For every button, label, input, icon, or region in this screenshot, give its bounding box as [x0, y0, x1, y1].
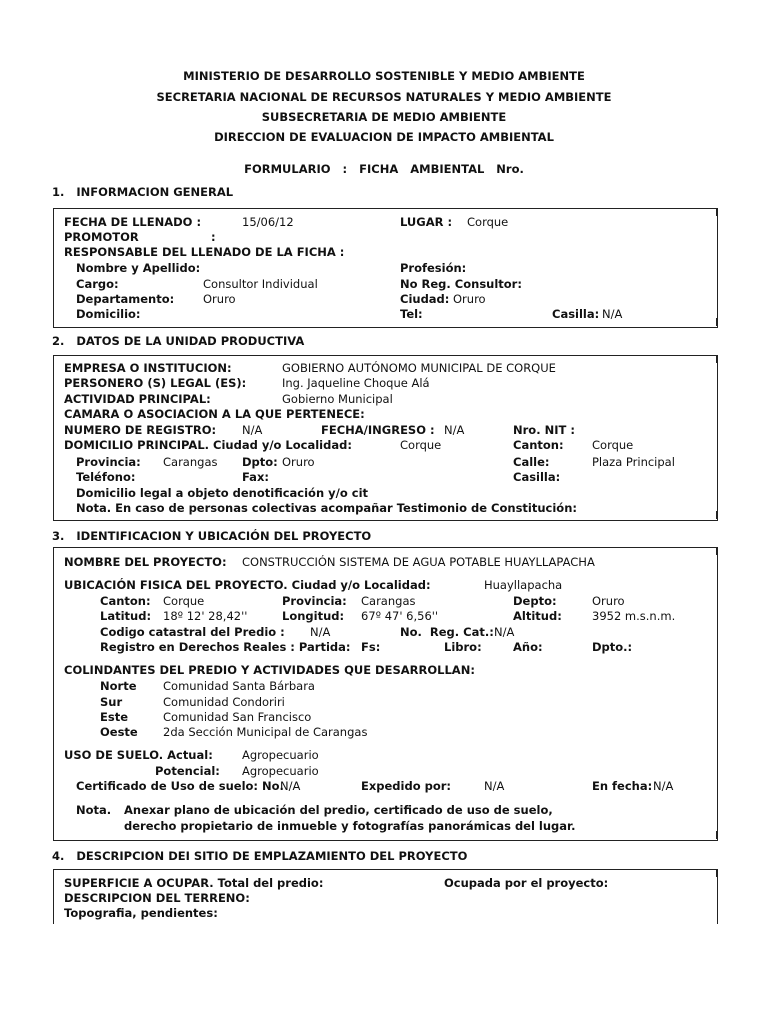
este-label: Este	[100, 710, 128, 724]
superficie-label: SUPERFICIE A OCUPAR. Total del predio:	[64, 876, 324, 890]
dpto-value: Oruro	[282, 455, 315, 469]
este-value: Comunidad San Francisco	[163, 710, 312, 724]
provincia-label: Provincia:	[76, 455, 141, 469]
personero-value: Ing. Jaqueline Choque Alá	[282, 376, 430, 390]
actividad-value: Gobierno Municipal	[282, 392, 393, 406]
fecha-ingreso-value: N/A	[444, 423, 465, 437]
expedido-label: Expedido por:	[361, 779, 452, 793]
subsecretariat-title: SUBSECRETARIA DE MEDIO AMBIENTE	[261, 110, 507, 124]
fecha-ingreso-label: FECHA/INGRESO :	[321, 423, 435, 437]
lugar-value: Corque	[467, 215, 509, 229]
casilla-label: Casilla:	[552, 307, 600, 321]
nombre-proyecto-label: NOMBRE DEL PROYECTO:	[64, 555, 227, 569]
codigo-catastral-value: N/A	[310, 625, 331, 639]
depto-value-3: Oruro	[592, 594, 625, 608]
canton-label-3: Canton:	[100, 594, 151, 608]
nombre-apellido-label: Nombre y Apellido:	[76, 261, 201, 275]
altitud-label: Altitud:	[513, 609, 562, 623]
codigo-catastral-label: Codigo catastral del Predio :	[100, 625, 285, 639]
actividad-label: ACTIVIDAD PRINCIPAL:	[64, 392, 211, 406]
departamento-value: Oruro	[203, 292, 236, 306]
dpto-label: Dpto:	[242, 455, 278, 469]
fecha-llenado-label: FECHA DE LLENADO :	[64, 215, 202, 229]
empresa-label: EMPRESA O INSTITUCION:	[64, 361, 232, 375]
provincia-value-3: Carangas	[361, 594, 416, 608]
domicilio-principal-value: Corque	[400, 438, 442, 452]
camara-label: CAMARA O ASOCIACION A LA QUE PERTENECE:	[64, 407, 365, 421]
latitud-label: Latitud:	[100, 609, 152, 623]
longitud-label: Longitud:	[282, 609, 345, 623]
numero-registro-value: N/A	[242, 423, 263, 437]
fecha-llenado-value: 15/06/12	[242, 215, 294, 229]
lugar-label: LUGAR :	[400, 215, 453, 229]
domicilio-label: Domicilio:	[76, 307, 141, 321]
potencial-label: Potencial:	[155, 764, 220, 778]
ciudad-value: Oruro	[453, 292, 486, 306]
ocupada-label: Ocupada por el proyecto:	[444, 876, 609, 890]
cargo-label: Cargo:	[76, 277, 119, 291]
nota-line-1: Anexar plano de ubicación del predio, certificado de uso de suelo,	[124, 803, 553, 817]
canton-label: Canton:	[513, 438, 564, 452]
colindantes-label: COLINDANTES DEL PREDIO Y ACTIVIDADES QUE DESARROLLAN:	[64, 663, 475, 677]
form-title: FORMULARIO : FICHA AMBIENTAL Nro.	[244, 162, 524, 176]
nota-constitucion: Nota. En caso de personas colectivas acompañar Testimonio de Constitución:	[76, 501, 577, 515]
section-1-heading: 1. INFORMACION GENERAL	[52, 185, 234, 199]
promotor-label: PROMOTOR	[64, 230, 139, 244]
nota-label: Nota.	[76, 803, 112, 817]
sur-label: Sur	[100, 695, 123, 709]
uso-suelo-value: Agropecuario	[242, 748, 319, 762]
certificado-value: N/A	[280, 779, 301, 793]
depto-label-3: Depto:	[513, 594, 557, 608]
altitud-value: 3952 m.s.n.m.	[592, 609, 676, 623]
departamento-label: Departamento:	[76, 292, 175, 306]
ministry-title: MINISTERIO DE DESARROLLO SOSTENIBLE Y MEDIO AMBIENTE	[183, 69, 585, 83]
numero-registro-label: NUMERO DE REGISTRO:	[64, 423, 217, 437]
no-reg-cat-value: N/A	[494, 625, 515, 639]
dpto-label-3: Dpto.:	[592, 640, 633, 654]
sur-value: Comunidad Condoriri	[163, 695, 285, 709]
libro-label: Libro:	[444, 640, 482, 654]
section-4-heading: 4. DESCRIPCION DEI SITIO DE EMPLAZAMIENTO DEL PROYECTO	[52, 849, 468, 863]
certificado-label: Certificado de Uso de suelo: No.	[76, 779, 284, 793]
canton-value-3: Corque	[163, 594, 205, 608]
calle-label: Calle:	[513, 455, 550, 469]
empresa-value: GOBIERNO AUTÓNOMO MUNICIPAL DE CORQUE	[282, 361, 556, 375]
norte-label: Norte	[100, 679, 137, 693]
fax-label: Fax:	[242, 470, 269, 484]
nombre-proyecto-value: CONSTRUCCIÓN SISTEMA DE AGUA POTABLE HUAYLLAPACHA	[242, 555, 595, 569]
descripcion-terreno-label: DESCRIPCION DEL TERRENO:	[64, 891, 250, 905]
no-reg-cat-label: No. Reg. Cat.:	[400, 625, 494, 639]
section-2-heading: 2. DATOS DE LA UNIDAD PRODUCTIVA	[52, 334, 305, 348]
uso-suelo-label: USO DE SUELO. Actual:	[64, 748, 213, 762]
canton-value: Corque	[592, 438, 634, 452]
profesion-label: Profesión:	[400, 261, 467, 275]
casilla-value: N/A	[602, 307, 623, 321]
promotor-colon: :	[211, 230, 216, 244]
section-3-heading: 3. IDENTIFICACION Y UBICACIÓN DEL PROYECTO	[52, 529, 372, 543]
nota-line-2: derecho propietario de inmueble y fotografías panorámicas del lugar.	[124, 819, 576, 833]
direction-title: DIRECCION DE EVALUACION DE IMPACTO AMBIENTAL	[214, 130, 554, 144]
ubicacion-value: Huayllapacha	[484, 578, 563, 592]
en-fecha-value: N/A	[653, 779, 674, 793]
telefono-label: Teléfono:	[76, 470, 136, 484]
cargo-value: Consultor Individual	[203, 277, 318, 291]
calle-value: Plaza Principal	[592, 455, 675, 469]
longitud-value: 67º 47' 6,56''	[361, 609, 439, 623]
nro-nit-label: Nro. NIT :	[513, 423, 575, 437]
domicilio-legal-label: Domicilio legal a objeto denotificación y/o cit	[76, 486, 369, 500]
personero-label: PERSONERO (S) LEGAL (ES):	[64, 376, 247, 390]
ciudad-label: Ciudad:	[400, 292, 450, 306]
latitud-value: 18º 12' 28,42''	[163, 609, 248, 623]
provincia-value: Carangas	[163, 455, 218, 469]
oeste-label: Oeste	[100, 725, 138, 739]
oeste-value: 2da Sección Municipal de Carangas	[163, 725, 368, 739]
responsable-label: RESPONSABLE DEL LLENADO DE LA FICHA :	[64, 245, 345, 259]
fs-label: Fs:	[361, 640, 381, 654]
ubicacion-label: UBICACIÓN FISICA DEL PROYECTO. Ciudad y/o Localidad:	[64, 578, 431, 592]
provincia-label-3: Provincia:	[282, 594, 347, 608]
domicilio-principal-label: DOMICILIO PRINCIPAL. Ciudad y/o Localidad:	[64, 438, 352, 452]
norte-value: Comunidad Santa Bárbara	[163, 679, 315, 693]
topografia-label: Topografia, pendientes:	[64, 906, 218, 920]
no-reg-consultor-label: No Reg. Consultor:	[400, 277, 522, 291]
casilla-label-2: Casilla:	[513, 470, 561, 484]
secretariat-title: SECRETARIA NACIONAL DE RECURSOS NATURALES Y MEDIO AMBIENTE	[156, 90, 612, 104]
potencial-value: Agropecuario	[242, 764, 319, 778]
en-fecha-label: En fecha:	[592, 779, 653, 793]
ano-label: Año:	[513, 640, 543, 654]
derechos-reales-label: Registro en Derechos Reales : Partida:	[100, 640, 351, 654]
expedido-value: N/A	[484, 779, 505, 793]
tel-label: Tel:	[400, 307, 423, 321]
